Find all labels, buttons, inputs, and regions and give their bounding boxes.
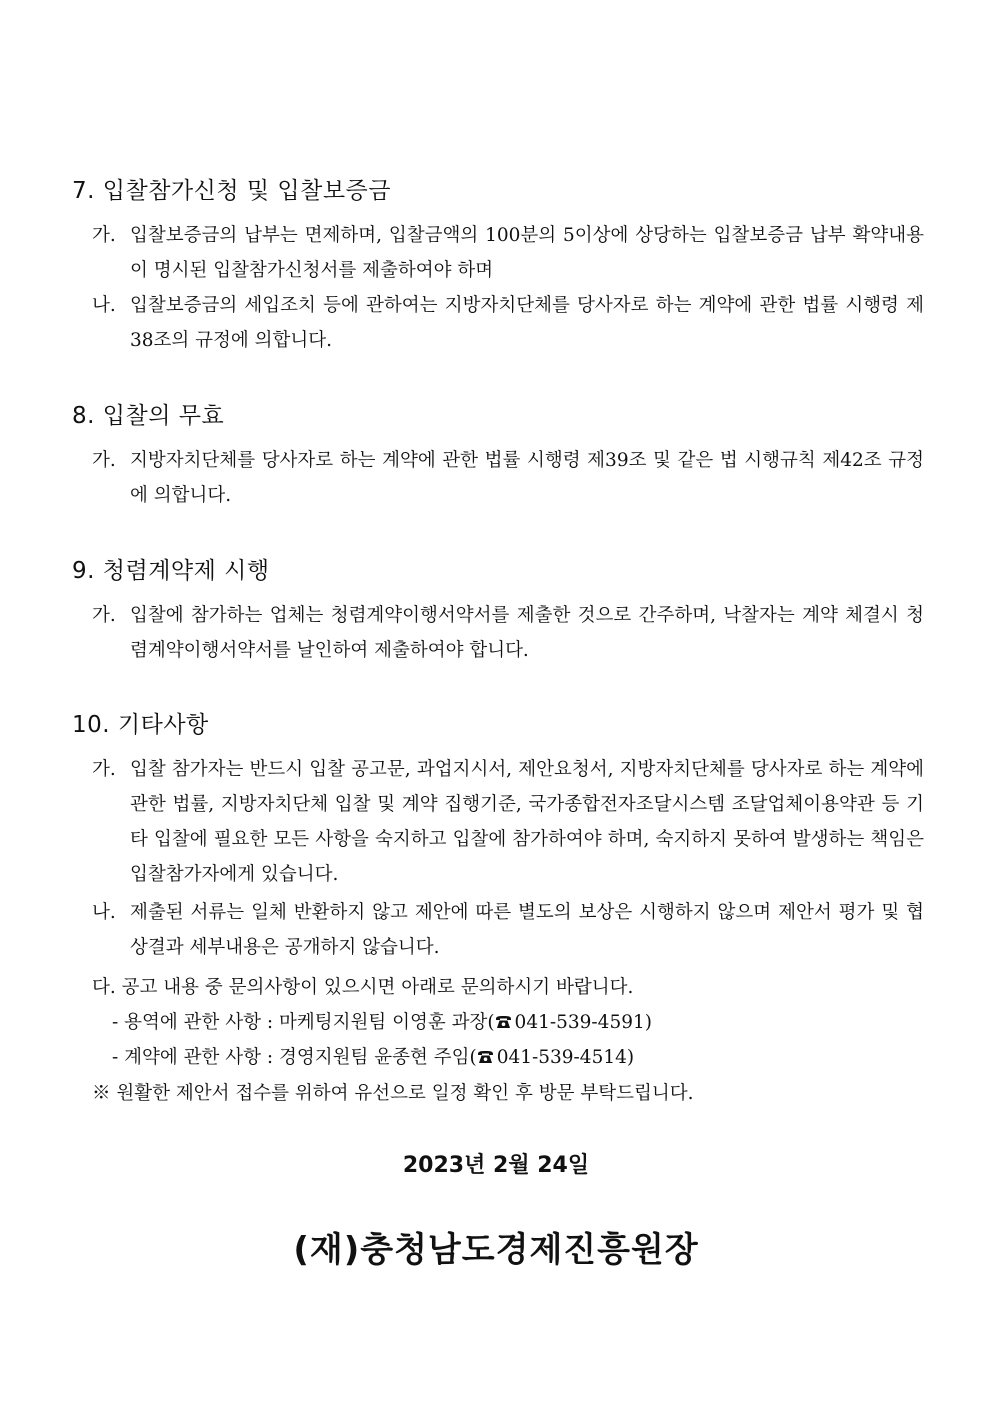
- item-text: 입찰보증금의 납부는 면제하며, 입찰금액의 100분의 5이상에 상당하는 입찰보증금 납부 확약내용이 명시된 입찰참가신청서를 제출하여야 하며: [130, 225, 924, 281]
- inquiry-line: 다. 공고 내용 중 문의사항이 있으시면 아래로 문의하시기 바랍니다.: [92, 977, 634, 998]
- section-10-item-ga: [92, 752, 924, 892]
- item-marker: 가.: [92, 605, 116, 626]
- item-marker: 가.: [92, 759, 116, 780]
- item-text: 입찰보증금의 세입조치 등에 관하여는 지방자치단체를 당사자로 하는 계약에 관한 법률 시행령 제38조의 규정에 의합니다.: [130, 295, 924, 351]
- section-10-heading: 10. 기타사항: [72, 712, 209, 738]
- contact-label: - 계약에 관한 사항 : 경영지원팀 윤종현 주임(: [112, 1047, 477, 1068]
- section-10-item-na: [92, 895, 924, 965]
- contact-phone: 041-539-4591): [514, 1012, 652, 1033]
- item-marker: 가.: [92, 450, 116, 471]
- contact-contract: [112, 1043, 634, 1069]
- section-8-heading: 8. 입찰의 무효: [72, 403, 225, 429]
- section-8-item-ga: [92, 443, 924, 513]
- item-text: 입찰 참가자는 반드시 입찰 공고문, 과업지시서, 제안요청서, 지방자치단체를 당사자로 하는 계약에 관한 법률, 지방자치단체 입찰 및 계약 집행기준, 국가종합전자조달시스템 조달업체이용약관 등 기타 입찰에 필요한 모든 사항을 숙지하고 입찰에 참가하여야 하며, 숙지하지 못하여 발생하는 책임은 입찰참가자에게 있습니다.: [130, 759, 924, 885]
- section-7-heading: 7. 입찰참가신청 및 입찰보증금: [72, 178, 391, 204]
- section-9-item-ga: [92, 598, 924, 668]
- item-text: 입찰에 참가하는 업체는 청렴계약이행서약서를 제출한 것으로 간주하며, 낙찰자는 계약 체결시 청렴계약이행서약서를 날인하여 제출하여야 합니다.: [130, 605, 924, 661]
- item-marker: 가.: [92, 225, 116, 246]
- phone-icon: [477, 1048, 494, 1062]
- document-date: 2023년 2월 24일: [402, 1153, 590, 1178]
- item-text: 지방자치단체를 당사자로 하는 계약에 관한 법률 시행령 제39조 및 같은 법 시행규칙 제42조 규정에 의합니다.: [130, 450, 924, 506]
- issuer-name: (재)충청남도경제진흥원장: [293, 1230, 699, 1270]
- item-marker: 나.: [92, 902, 116, 923]
- section-9-heading: 9. 청렴계약제 시행: [72, 558, 270, 584]
- contact-label: - 용역에 관한 사항 : 마케팅지원팀 이영훈 과장(: [112, 1012, 495, 1033]
- contact-phone: 041-539-4514): [496, 1047, 635, 1068]
- section-7-item-ga: [92, 218, 924, 288]
- section-7-item-na: [92, 288, 924, 358]
- phone-icon: [495, 1013, 512, 1027]
- visit-note: ※ 원활한 제안서 접수를 위하여 유선으로 일정 확인 후 방문 부탁드립니다.: [92, 1083, 694, 1104]
- contact-service: [112, 1008, 652, 1034]
- item-text: 제출된 서류는 일체 반환하지 않고 제안에 따른 별도의 보상은 시행하지 않으며 제안서 평가 및 협상결과 세부내용은 공개하지 않습니다.: [130, 902, 924, 958]
- item-marker: 나.: [92, 295, 116, 316]
